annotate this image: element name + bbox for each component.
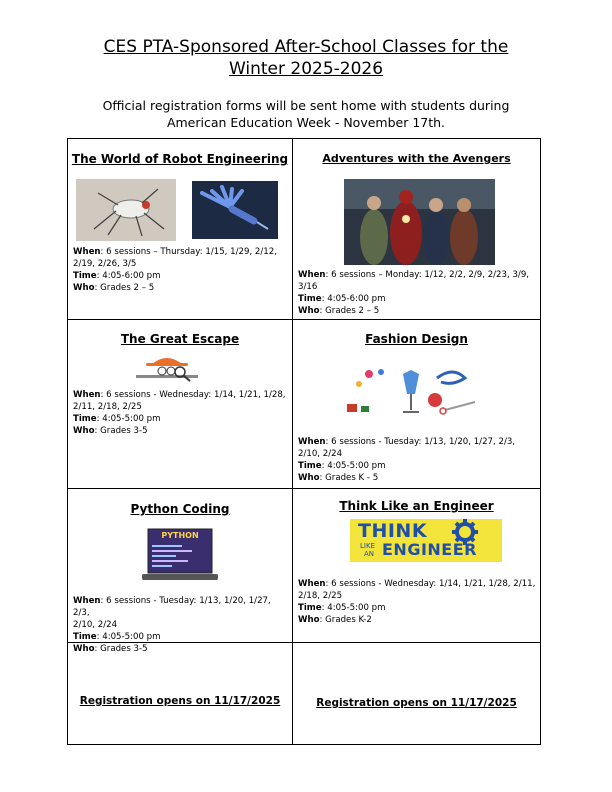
- robot-spider-image: [76, 179, 176, 241]
- time-label: Time: [73, 632, 97, 642]
- who-value: : Grades 3-5: [94, 644, 148, 654]
- class-details: [73, 246, 288, 294]
- logo-think: THINK: [358, 520, 428, 542]
- who-value: : Grades 3-5: [94, 426, 148, 436]
- class-title: Python Coding: [130, 502, 230, 516]
- time-label: Time: [73, 271, 97, 281]
- when-value: : 6 sessions – Monday: 1/12, 2/2, 2/9, 2/23, 3/9,: [325, 270, 530, 280]
- time-label: Time: [298, 461, 322, 471]
- registration-cell-right: [293, 643, 540, 744]
- when-value: : 6 sessions – Thursday: 1/15, 1/29, 2/12,: [100, 247, 277, 257]
- class-cell-avengers: [293, 139, 540, 319]
- who-value: : Grades K - 5: [319, 473, 379, 483]
- when-value-cont: 2/10, 2/24: [73, 620, 118, 630]
- class-title: The Great Escape: [120, 332, 240, 346]
- avengers-image: [344, 179, 495, 265]
- time-value: : 4:05-5:00 pm: [96, 414, 161, 424]
- class-cell-python-coding: [68, 489, 292, 654]
- class-cell-robot-engineering: [68, 139, 292, 319]
- classes-table: [67, 138, 541, 745]
- who-value: : Grades 2 – 5: [94, 283, 155, 293]
- class-details: [298, 269, 536, 317]
- page-subtitle-line2: American Education Week - November 17th.: [166, 115, 446, 130]
- who-label: Who: [73, 644, 95, 654]
- class-cell-great-escape: [68, 320, 292, 488]
- class-title: Fashion Design: [365, 332, 468, 346]
- time-label: Time: [73, 414, 97, 424]
- logo-engineer: ENGINEER: [382, 540, 477, 559]
- class-cell-fashion-design: [293, 320, 540, 488]
- class-cell-think-like-an-engineer: [293, 489, 540, 642]
- page-subtitle-line1: Official registration forms will be sent home with students during: [102, 98, 510, 113]
- who-label: Who: [298, 615, 320, 625]
- who-label: Who: [298, 473, 320, 483]
- when-value-cont: 2/10, 2/24: [298, 449, 343, 459]
- time-value: : 4:05-6:00 pm: [321, 294, 386, 304]
- who-label: Who: [298, 306, 320, 316]
- logo-an: AN: [364, 550, 375, 558]
- when-value-cont: 2/18, 2/25: [298, 591, 343, 601]
- registration-notice: Registration opens on 11/17/2025: [79, 695, 281, 707]
- when-label: When: [298, 437, 326, 447]
- detective-image: [134, 350, 200, 384]
- time-label: Time: [298, 603, 322, 613]
- time-value: : 4:05-5:00 pm: [321, 603, 386, 613]
- when-value: : 6 sessions - Tuesday: 1/13, 1/20, 1/27, 2/3,: [73, 596, 271, 618]
- time-value: : 4:05-6:00 pm: [96, 271, 161, 281]
- when-label: When: [73, 596, 101, 606]
- time-value: : 4:05-5:00 pm: [321, 461, 386, 471]
- time-value: : 4:05-5:00 pm: [96, 632, 161, 642]
- class-title: Think Like an Engineer: [339, 499, 494, 513]
- page-title: [60, 36, 552, 80]
- when-value: : 6 sessions - Wednesday: 1/14, 1/21, 1/28,: [100, 390, 286, 400]
- laptop-screen-text: PYTHON: [161, 531, 199, 540]
- logo-like: LIKE: [360, 542, 375, 550]
- laptop-image: [142, 527, 218, 583]
- page-subtitle: [60, 97, 552, 131]
- when-value: : 6 sessions - Wednesday: 1/14, 1/21, 1/28, 2/11,: [325, 579, 536, 589]
- page-title-line2: Winter 2025-2026: [228, 59, 384, 79]
- when-label: When: [73, 247, 101, 257]
- when-label: When: [298, 270, 326, 280]
- class-details: [298, 578, 536, 626]
- who-value: : Grades 2 – 5: [319, 306, 380, 316]
- class-details: [298, 436, 536, 484]
- class-title: Adventures with the Avengers: [322, 152, 511, 165]
- class-details: [73, 389, 288, 437]
- when-label: When: [298, 579, 326, 589]
- registration-cell-left: [68, 643, 292, 744]
- who-label: Who: [73, 283, 95, 293]
- when-value-cont: 2/11, 2/18, 2/25: [73, 402, 142, 412]
- who-value: : Grades K-2: [319, 615, 372, 625]
- when-value: : 6 sessions - Tuesday: 1/13, 1/20, 1/27, 2/3,: [325, 437, 516, 447]
- page-title-line1: CES PTA-Sponsored After-School Classes for the: [103, 37, 509, 57]
- who-label: Who: [73, 426, 95, 436]
- sewing-supplies-image: [341, 364, 481, 420]
- robotic-hand-image: [192, 181, 278, 239]
- class-title: The World of Robot Engineering: [71, 152, 289, 166]
- when-value-cont: 2/19, 2/26, 3/5: [73, 259, 137, 269]
- when-label: When: [73, 390, 101, 400]
- when-value-cont: 3/16: [298, 282, 318, 292]
- think-like-an-engineer-logo: [350, 519, 502, 562]
- time-label: Time: [298, 294, 322, 304]
- registration-notice: Registration opens on 11/17/2025: [316, 697, 517, 709]
